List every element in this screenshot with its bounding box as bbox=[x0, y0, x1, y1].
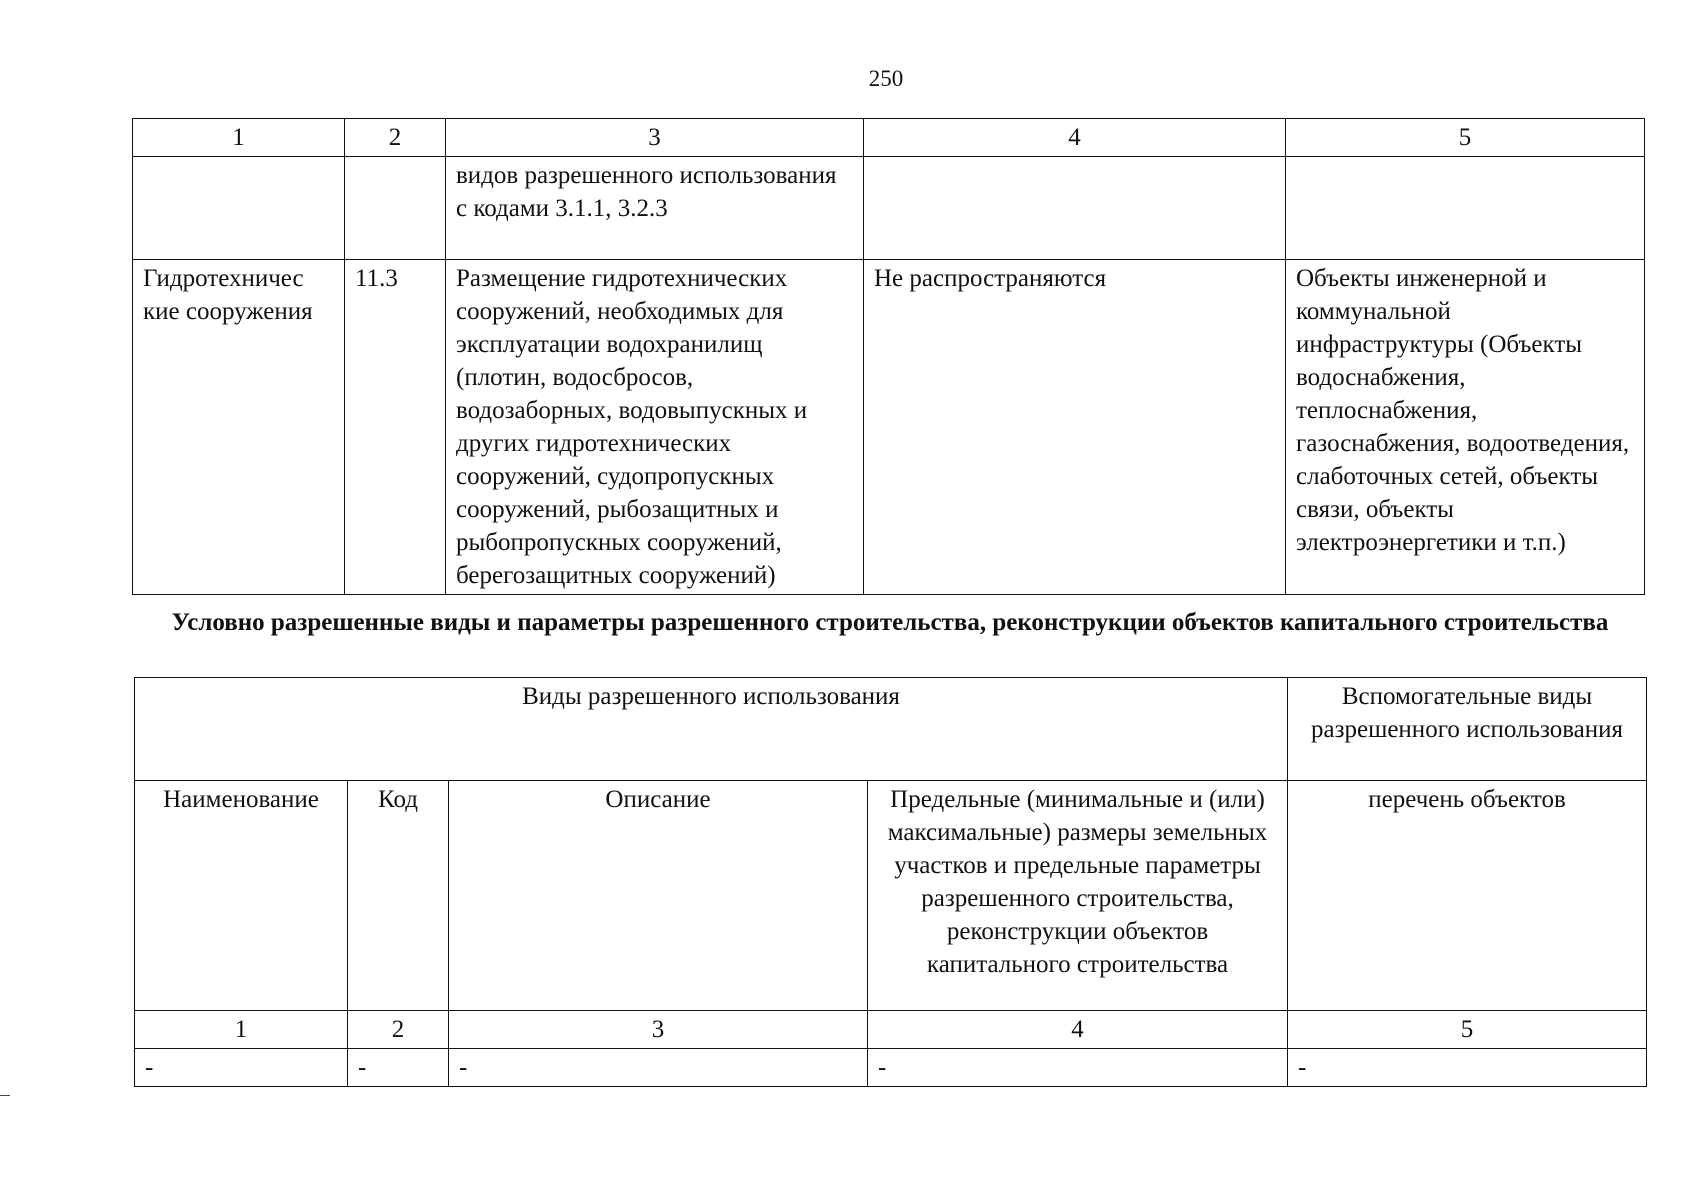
table-number-row bbox=[133, 119, 1645, 157]
table-number-row bbox=[135, 1011, 1647, 1049]
col-header-name: Наименование bbox=[135, 781, 348, 1011]
cell-params bbox=[864, 157, 1286, 260]
margin-mark bbox=[0, 1095, 10, 1096]
cell-aux bbox=[1286, 157, 1645, 260]
cell-description: видов разрешенного использования с кодами 3.1.1, 3.2.3 bbox=[446, 157, 864, 260]
table-row bbox=[133, 157, 1645, 260]
cell-params: - bbox=[868, 1049, 1288, 1087]
col-number-5: 5 bbox=[1286, 119, 1645, 157]
col-header-params: Предельные (минимальные и (или) максимальные) размеры земельных участков и предельные параметры разрешенного строительства, реконструкции объектов капитального строительства bbox=[868, 781, 1288, 1011]
cell-name: Гидротехничес кие сооружения bbox=[133, 260, 345, 595]
conditional-uses-table bbox=[134, 677, 1647, 1087]
col-number-3: 3 bbox=[446, 119, 864, 157]
page-number: 250 bbox=[868, 66, 904, 91]
col-number-2: 2 bbox=[348, 1011, 449, 1049]
section-heading: Условно разрешенные виды и параметры разрешенного строительства, реконструкции объектов капитального строительства bbox=[171, 609, 1609, 636]
permitted-uses-table-continued bbox=[132, 118, 1645, 595]
cell-code: 11.3 bbox=[345, 260, 446, 595]
cell-name bbox=[133, 157, 345, 260]
group-header-row bbox=[135, 678, 1647, 781]
col-number-3: 3 bbox=[449, 1011, 868, 1049]
col-number-2: 2 bbox=[345, 119, 446, 157]
col-number-4: 4 bbox=[868, 1011, 1288, 1049]
cell-description: Размещение гидротехнических сооружений, необходимых для эксплуатации водохранилищ (плотин, водосбросов, водозаборных, водовыпускных и других гидротехнических сооружений, судопропускных сооружений, рыбозащитных и рыбопропускных сооружений, берегозащитных сооружений) bbox=[446, 260, 864, 595]
col-number-4: 4 bbox=[864, 119, 1286, 157]
col-number-1: 1 bbox=[133, 119, 345, 157]
col-number-5: 5 bbox=[1288, 1011, 1647, 1049]
aux-uses-header: Вспомогательные виды разрешенного использования bbox=[1288, 678, 1647, 781]
table-row bbox=[133, 260, 1645, 595]
col-header-aux: перечень объектов bbox=[1288, 781, 1647, 1011]
cell-code bbox=[345, 157, 446, 260]
group-header-permitted-uses: Виды разрешенного использования bbox=[135, 678, 1288, 781]
cell-params: Не распространяются bbox=[864, 260, 1286, 595]
cell-aux: Объекты инженерной и коммунальной инфраструктуры (Объекты водоснабжения, теплоснабжения, газоснабжения, водоотведения, слаботочных сетей, объекты связи, объекты электроэнергетики и т.п.) bbox=[1286, 260, 1645, 595]
col-number-1: 1 bbox=[135, 1011, 348, 1049]
col-header-code: Код bbox=[348, 781, 449, 1011]
table-row bbox=[135, 1049, 1647, 1087]
cell-aux: - bbox=[1288, 1049, 1647, 1087]
cell-code: - bbox=[348, 1049, 449, 1087]
cell-name: - bbox=[135, 1049, 348, 1087]
cell-description: - bbox=[449, 1049, 868, 1087]
col-header-description: Описание bbox=[449, 781, 868, 1011]
column-header-row bbox=[135, 781, 1647, 1011]
